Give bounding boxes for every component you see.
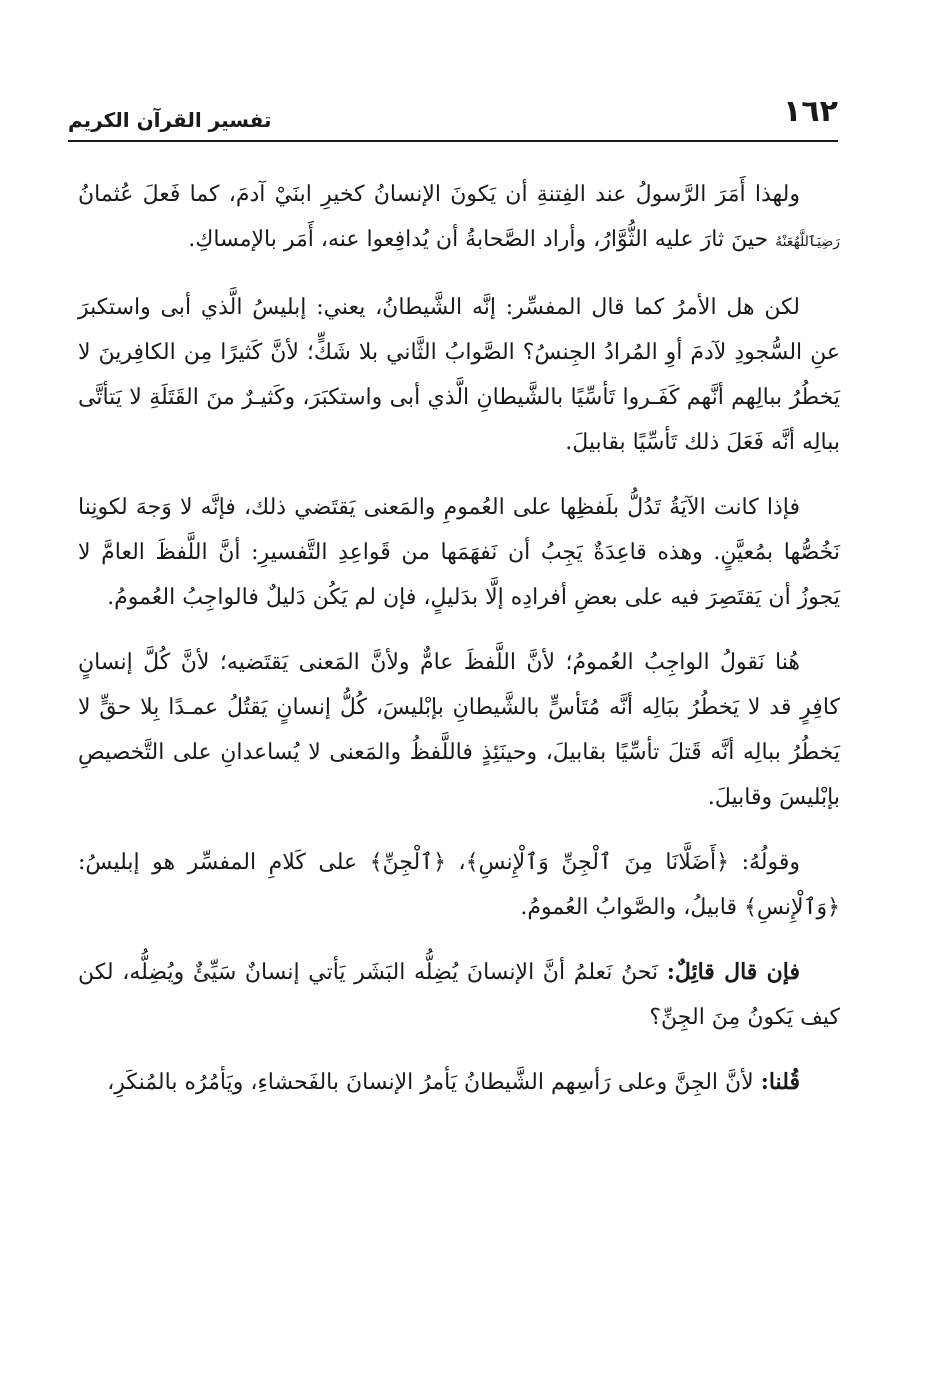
running-title: تفسير القرآن الكريم [68, 108, 272, 132]
body-text [78, 172, 840, 1125]
paragraph-5: وقولُهُ: ﴿أَضَلَّانَا مِنَ ٱلْجِنِّ وَٱلْإِنسِ﴾، ﴿ٱلْجِنِّ﴾ على كَلامِ المفسِّر هو إبليسُ: ﴿وَٱلْإِنسِ﴾ قابيلُ، والصَّوابُ العُمومُ. [78, 850, 840, 920]
paragraph-1: ولهذا أَمَرَ الرَّسولُ عند الفِتنةِ أن يَكونَ الإنسانُ كخيرِ ابنَيْ آدمَ، كما فَعلَ عُثمانُ رَضِيَٱللَّهُعَنْهُ حينَ ثارَ عليه الثُّوَّارُ، وأراد الصَّحابةُ أن يُدافِعوا عنه، أَمَر بالإمساكِ. [78, 182, 840, 252]
paragraph-7: قُلنا: لأنَّ الجِنَّ وعلى رَأسِهم الشَّيطانُ يَأمرُ الإنسانَ بالفَحشاءِ، ويَأمُرُه بالمُنكَرِ، [107, 1069, 800, 1095]
paragraph-lead: قُلنا: [760, 1069, 800, 1095]
paragraph-4: هُنا نَقولُ الواجِبُ العُمومُ؛ لأنَّ اللَّفظَ عامٌّ ولأنَّ المَعنى يَقتَضيه؛ لأنَّ كُلَّ إنسانٍ كافِرٍ قد لا يَخطُرُ ببَالِه أنَّه مُتَأسٍّ بالشَّيطانِ بإبْليسَ، كُلُّ إنسانٍ يَقتُلُ عمـدًا بِلا حقٍّ لا يَخطُرُ ببالِه أنَّه قَتلَ تأسِّيًا بقابيلَ، وحينَئِذٍ فاللَّفظُ والمَعنى لا يُساعدانِ على التَّخصيصِ بإبْليسَ وقابيلَ. [78, 650, 840, 810]
paragraph-2: لكن هل الأمرُ كما قال المفسِّر: إنَّه الشَّيطانُ، يعني: إبليسُ الَّذي أبى واستكبرَ عنِ السُّجودِ لآدمَ أوِ المُرادُ الجِنسُ؟ الصَّوابُ الثَّاني بلا شَكٍّ؛ لأنَّ كَثيرًا مِن الكافِرينَ لا يَخطُرُ ببالِهم أنَّهم كَفَـروا تَأسِّيًا بالشَّيطانِ الَّذي أبى واستكبَرَ، وكَثيـرٌ منَ القَتَلَةِ لا يَتأتَّى ببالِه أنَّه فَعَلَ ذلك تَأسِّيًا بقابيلَ. [78, 295, 840, 455]
header-rule [68, 140, 838, 142]
paragraph-3: فإذا كانت الآيَةُ تَدُلُّ بلَفظِها على العُمومِ والمَعنى يَقتَضي ذلك، فإنَّه لا وَجهَ لكونِنا نَخُصُّها بمُعيَّنٍ. وهذه قاعِدَةٌ يَجِبُ أن نَفهَمَها من قَواعِدِ التَّفسيرِ: أنَّ اللَّفظَ العامَّ لا يَجوزُ أن يَقتَصِرَ فيه على بعضِ أفرادِه إلَّا بدَليلٍ، فإن لم يَكُن دَليلٌ فالواجِبُ العُمومُ. [78, 495, 840, 610]
page-number: ١٦٢ [783, 94, 838, 129]
honorific: رَضِيَٱللَّهُعَنْهُ [775, 234, 840, 250]
page-header [68, 92, 838, 142]
paragraph-6: فإن قال قائِلٌ: نَحنُ نَعلمُ أنَّ الإنسانَ يُضِلُّه البَشَر يَأتي إنسانٌ سَيِّئٌ ويُضِلُّه، لكن كيف يَكونُ مِنَ الجِنِّ؟ [78, 959, 840, 1030]
paragraph-lead: فإن قال قائِلٌ: [666, 959, 800, 985]
